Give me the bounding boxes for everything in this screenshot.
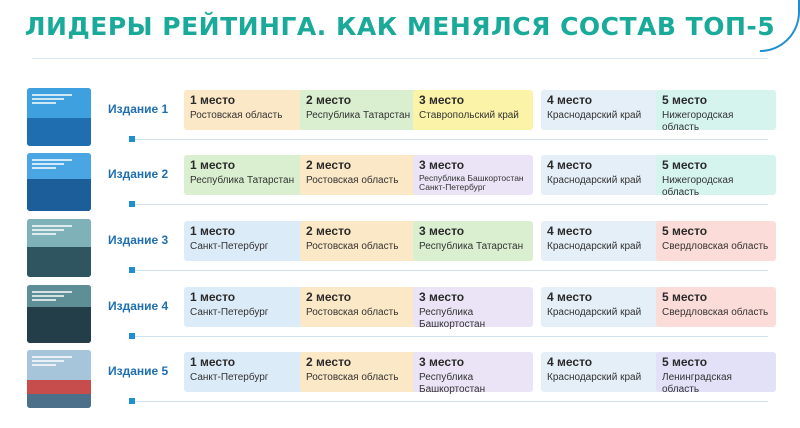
place-rank: 2 место — [306, 224, 352, 238]
region-name: Нижегородская область — [662, 110, 734, 133]
region-name: Краснодарский край — [547, 307, 642, 318]
place-card — [541, 221, 661, 261]
edition-cover-thumbnail — [27, 153, 91, 211]
edition-row — [0, 219, 800, 279]
cover-title-line — [32, 364, 56, 366]
region-name: Ростовская область — [190, 110, 283, 121]
region-name: Краснодарский край — [547, 110, 642, 121]
separator-bullet — [129, 267, 135, 273]
cover-title-line — [32, 167, 56, 169]
place-card — [413, 352, 533, 395]
place-rank: 4 место — [547, 290, 593, 304]
place-rank: 5 место — [662, 290, 708, 304]
region-name: Санкт-Петербург — [190, 241, 269, 252]
place-card — [300, 287, 420, 327]
place-card — [184, 90, 304, 130]
place-rank: 2 место — [306, 93, 352, 107]
place-rank: 1 место — [190, 158, 236, 172]
place-card — [184, 352, 304, 392]
row-separator — [133, 401, 768, 402]
cover-title-line — [32, 94, 72, 96]
place-rank: 5 место — [662, 93, 708, 107]
region-name: Ленинградская область — [662, 372, 732, 395]
place-rank: 1 место — [190, 355, 236, 369]
region-name: Санкт-Петербург — [190, 372, 269, 383]
place-card — [413, 287, 533, 330]
cover-title-line — [32, 360, 64, 362]
edition-label: Издание 1 — [108, 102, 169, 116]
edition-label: Издание 3 — [108, 233, 169, 247]
title-divider — [32, 58, 768, 59]
place-rank: 5 место — [662, 224, 708, 238]
place-rank: 4 место — [547, 158, 593, 172]
edition-row — [0, 88, 800, 148]
separator-bullet — [129, 136, 135, 142]
region-name: Республика Татарстан — [419, 241, 524, 252]
cover-band — [27, 153, 91, 179]
region-name: Краснодарский край — [547, 241, 642, 252]
edition-row — [0, 285, 800, 345]
cover-title-line — [32, 102, 56, 104]
cover-band — [27, 307, 91, 343]
place-card — [656, 155, 776, 198]
region-name: Республика Татарстан — [306, 110, 411, 121]
cover-title-line — [32, 291, 72, 293]
place-rank: 4 место — [547, 355, 593, 369]
cover-title-line — [32, 295, 64, 297]
cover-band — [27, 394, 91, 408]
place-card — [541, 155, 661, 195]
place-card — [184, 155, 304, 195]
place-card — [541, 352, 661, 392]
cover-band — [27, 118, 91, 146]
region-name: Республика Татарстан — [190, 175, 295, 186]
place-rank: 2 место — [306, 290, 352, 304]
place-card — [413, 90, 533, 130]
row-separator — [133, 336, 768, 337]
place-rank: 2 место — [306, 355, 352, 369]
cover-band — [27, 380, 91, 394]
place-card — [300, 155, 420, 195]
place-rank: 3 место — [419, 224, 465, 238]
place-card — [413, 155, 533, 195]
region-name: Ростовская область — [306, 307, 399, 318]
cover-title-line — [32, 159, 72, 161]
separator-bullet — [129, 201, 135, 207]
place-rank: 5 место — [662, 158, 708, 172]
row-separator — [133, 139, 768, 140]
place-rank: 3 место — [419, 93, 465, 107]
place-card — [300, 90, 420, 130]
place-card — [184, 221, 304, 261]
place-rank: 1 место — [190, 224, 236, 238]
edition-row — [0, 350, 800, 410]
place-card — [184, 287, 304, 327]
edition-label: Издание 4 — [108, 299, 169, 313]
edition-cover-thumbnail — [27, 88, 91, 146]
region-name: Ставропольский край — [419, 110, 519, 121]
place-card — [413, 221, 533, 261]
place-card — [300, 221, 420, 261]
page-title: ЛИДЕРЫ РЕЙТИНГА. КАК МЕНЯЛСЯ СОСТАВ ТОП-5 — [24, 12, 776, 41]
place-card — [656, 90, 776, 133]
region-name: Ростовская область — [306, 175, 399, 186]
place-card — [656, 352, 776, 395]
place-rank: 4 место — [547, 224, 593, 238]
region-name: Республика Башкортостан — [419, 372, 486, 395]
region-name: Нижегородская область — [662, 175, 734, 198]
edition-label: Издание 5 — [108, 364, 169, 378]
place-rank: 4 место — [547, 93, 593, 107]
place-card — [300, 352, 420, 392]
edition-row — [0, 153, 800, 213]
region-name: Краснодарский край — [547, 175, 642, 186]
place-rank: 2 место — [306, 158, 352, 172]
region-name: Республика Башкортостан — [419, 307, 486, 330]
region-name: Краснодарский край — [547, 372, 642, 383]
place-card — [656, 221, 776, 261]
cover-title-line — [32, 163, 64, 165]
region-name: Свердловская область — [662, 241, 769, 252]
cover-title-line — [32, 299, 56, 301]
region-name: Ростовская область — [306, 241, 399, 252]
cover-title-line — [32, 98, 64, 100]
edition-cover-thumbnail — [27, 350, 91, 408]
separator-bullet — [129, 398, 135, 404]
place-card — [656, 287, 776, 327]
row-separator — [133, 270, 768, 271]
edition-cover-thumbnail — [27, 219, 91, 277]
place-card — [541, 90, 661, 130]
cover-band — [27, 179, 91, 211]
region-name: Свердловская область — [662, 307, 769, 318]
region-name: Санкт-Петербург — [190, 307, 269, 318]
row-separator — [133, 204, 768, 205]
region-name: Республика Башкортостан Санкт-Петербург — [419, 173, 524, 192]
place-rank: 3 место — [419, 158, 465, 172]
edition-cover-thumbnail — [27, 285, 91, 343]
cover-band — [27, 247, 91, 277]
cover-title-line — [32, 225, 72, 227]
place-rank: 5 место — [662, 355, 708, 369]
edition-label: Издание 2 — [108, 167, 169, 181]
place-rank: 1 место — [190, 290, 236, 304]
separator-bullet — [129, 333, 135, 339]
place-card — [541, 287, 661, 327]
place-rank: 3 место — [419, 355, 465, 369]
cover-title-line — [32, 229, 64, 231]
cover-title-line — [32, 233, 56, 235]
place-rank: 1 место — [190, 93, 236, 107]
region-name: Ростовская область — [306, 372, 399, 383]
cover-title-line — [32, 356, 72, 358]
place-rank: 3 место — [419, 290, 465, 304]
